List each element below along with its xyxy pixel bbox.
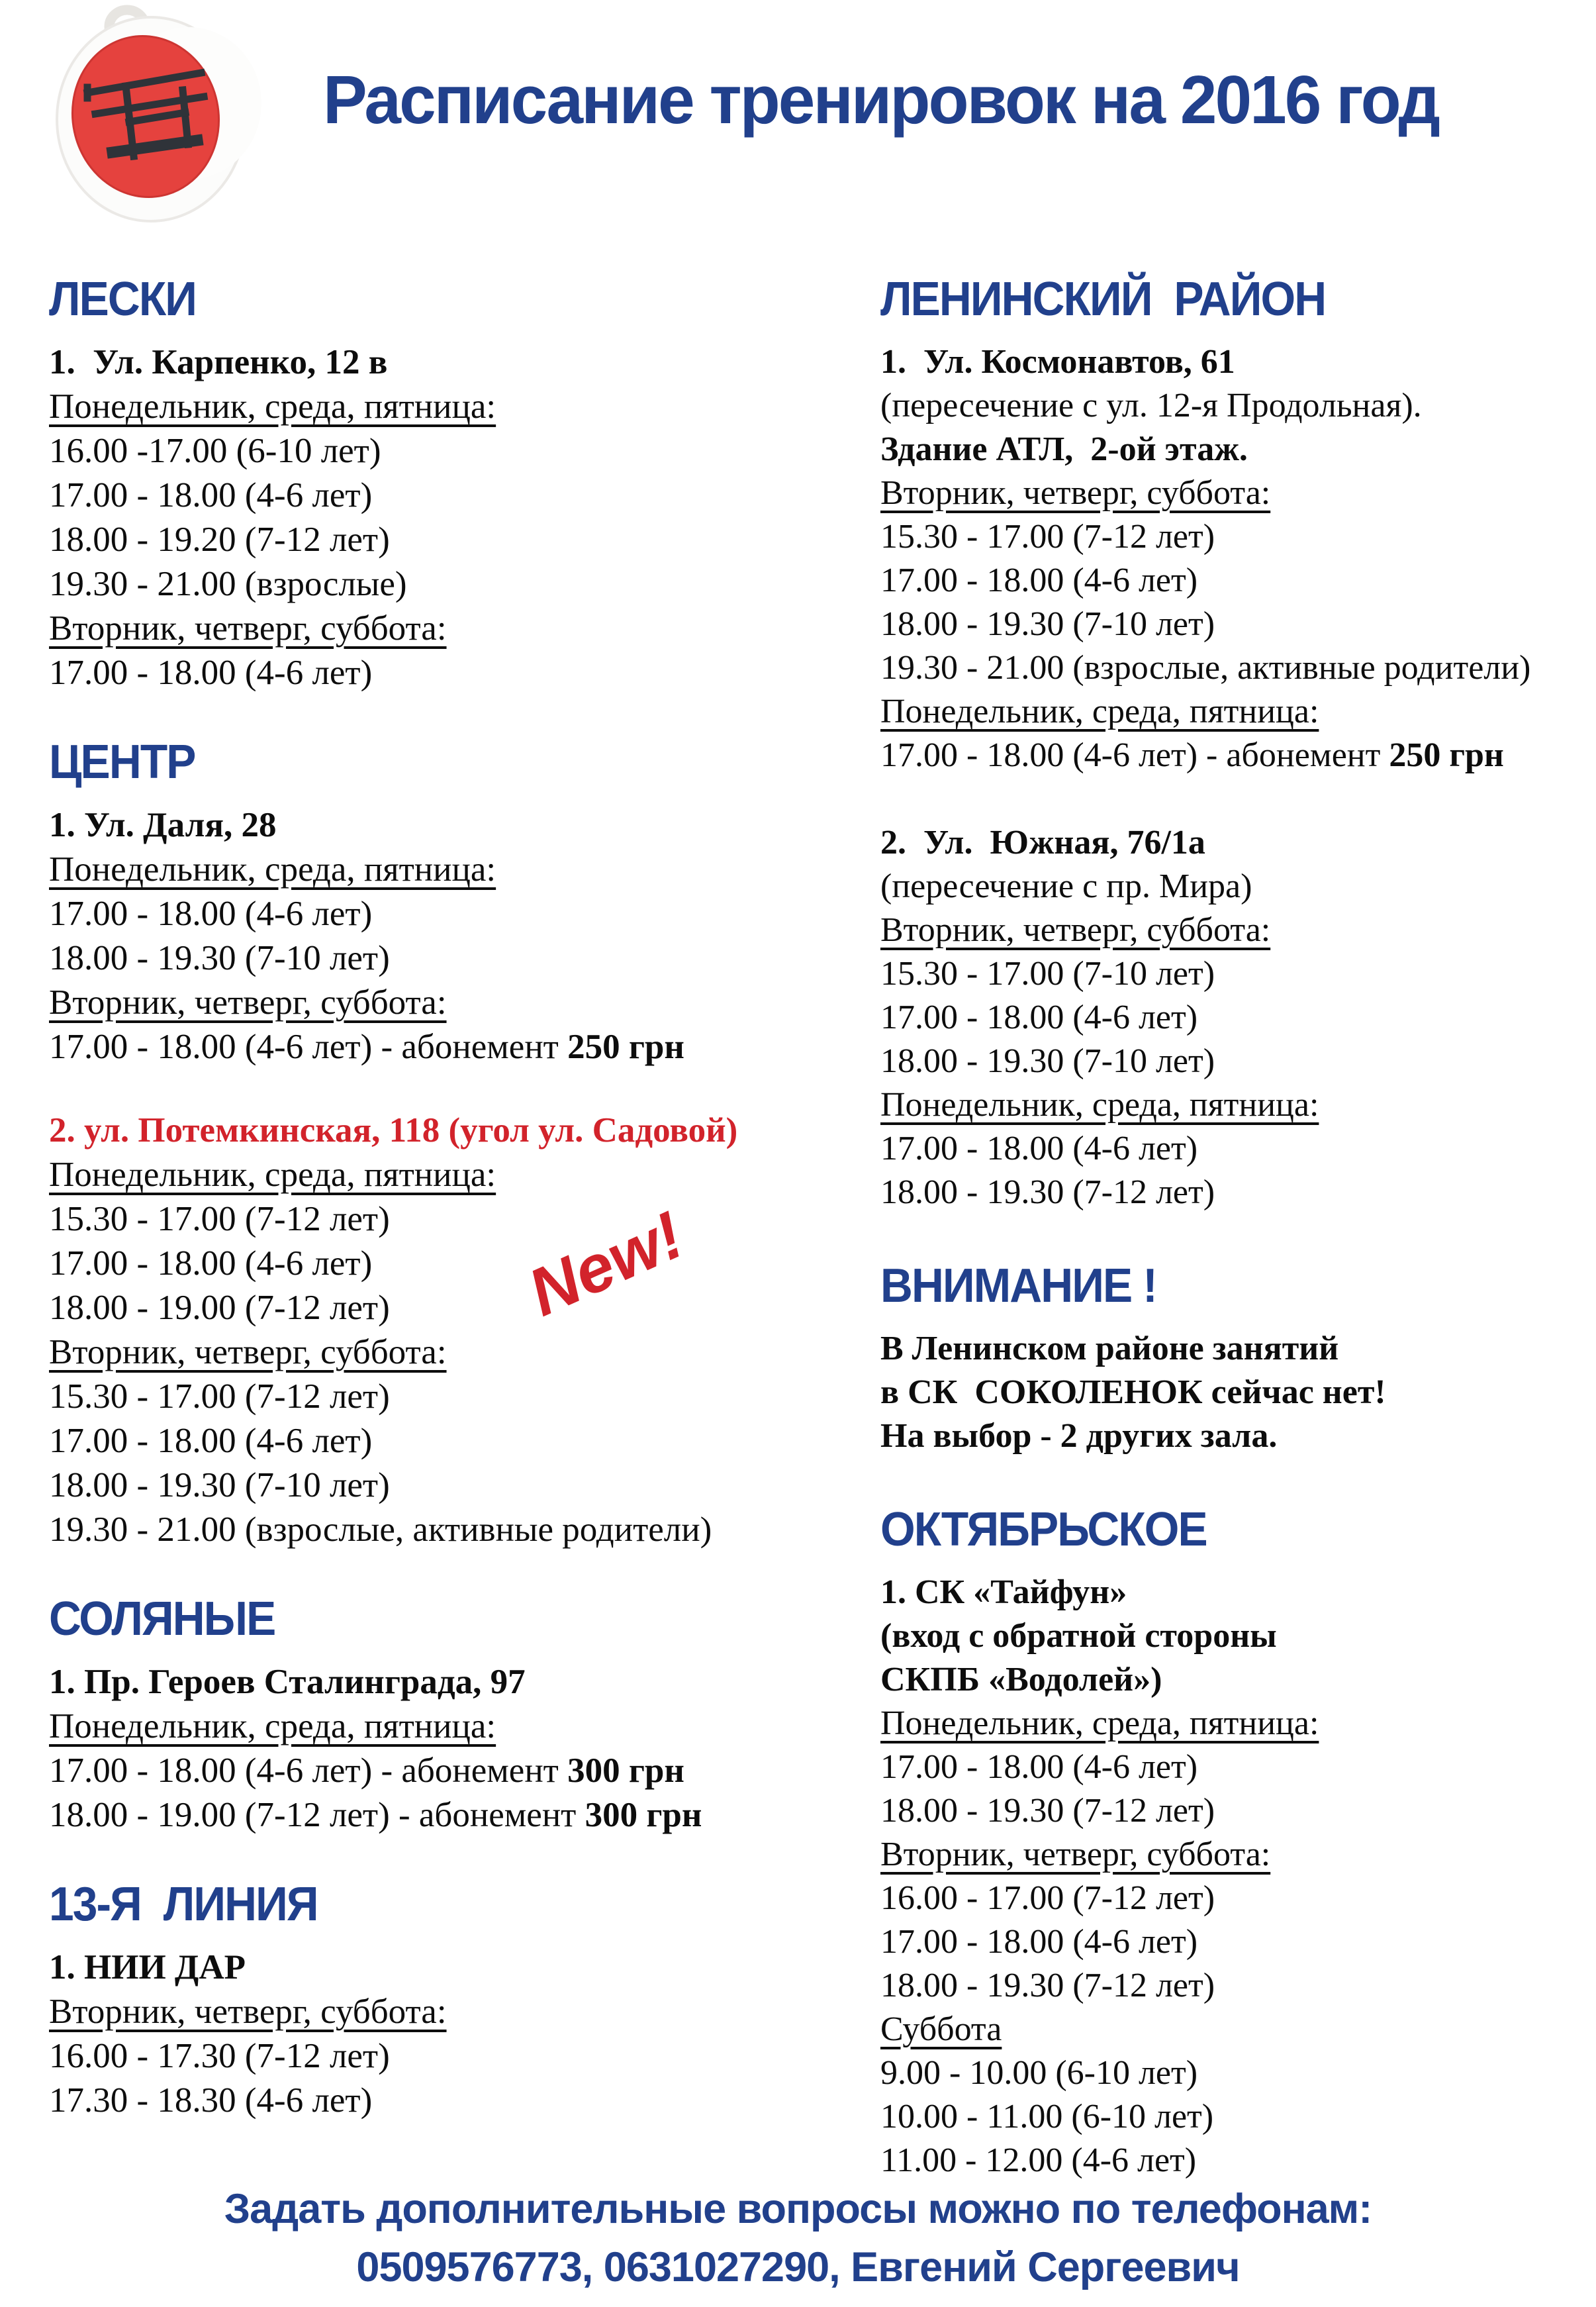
header	[0, 0, 1596, 229]
time-slot-line	[49, 2079, 880, 2123]
line-text: Вторник, четверг, суббота:	[49, 609, 447, 648]
price-bold: 250 грн	[567, 1028, 684, 1066]
line-text: 9.00 - 10.00 (6-10 лет)	[880, 2054, 1198, 2092]
line-text: 17.00 - 18.00 (4-6 лет)	[49, 1244, 373, 1283]
line-text: Вторник, четверг, суббота:	[880, 474, 1271, 512]
address-line	[49, 340, 880, 385]
schedule-section	[49, 1108, 880, 1552]
line-text: 17.00 - 18.00 (4-6 лет)	[49, 476, 373, 515]
section-heading: ВНИМАНИЕ !	[880, 1259, 1156, 1312]
time-slot-line	[880, 952, 1596, 996]
time-slot-line	[49, 1286, 880, 1330]
line-text: 15.30 - 17.00 (7-10 лет)	[880, 955, 1215, 993]
price-bold: 300 грн	[585, 1796, 702, 1834]
line-text: 2. ул. Потемкинская, 118 (угол ул. Садовой)	[49, 1111, 738, 1150]
time-slot-line	[880, 2051, 1596, 2095]
address-line	[880, 1658, 1596, 1702]
time-slot-line	[49, 892, 880, 936]
address-line	[880, 428, 1596, 471]
line-text: Вторник, четверг, суббота:	[49, 1992, 447, 2031]
pendant-logo-image	[46, 4, 311, 225]
time-slot-line	[49, 1463, 880, 1508]
time-slot-line	[880, 2139, 1596, 2183]
time-slot-line	[880, 1789, 1596, 1833]
right-column	[880, 271, 1596, 2183]
line-text: В Ленинском районе занятий	[880, 1330, 1339, 1367]
line-text: 17.00 - 18.00 (4-6 лет)	[49, 654, 373, 692]
time-slot-line	[880, 603, 1596, 646]
line-text: 15.30 - 17.00 (7-12 лет)	[49, 1200, 390, 1238]
time-slot-line	[880, 1040, 1596, 1083]
line-text: 17.00 - 18.00 (4-6 лет) - абонемент	[49, 1751, 568, 1790]
address-detail-line	[880, 865, 1596, 908]
line-text: Вторник, четверг, суббота:	[880, 1836, 1271, 1873]
schedule-section	[49, 271, 880, 695]
days-line	[49, 1153, 880, 1197]
time-slot-line	[49, 1025, 880, 1069]
line-text: 18.00 - 19.30 (7-12 лет)	[880, 1173, 1215, 1211]
line-text: 16.00 -17.00 (6-10 лет)	[49, 432, 381, 470]
line-text: Понедельник, среда, пятница:	[49, 850, 496, 889]
note-line	[880, 1414, 1596, 1458]
time-slot-line	[49, 562, 880, 607]
days-line	[49, 385, 880, 429]
line-text: 19.30 - 21.00 (взрослые)	[49, 565, 407, 603]
time-slot-line	[49, 2034, 880, 2079]
schedule-section	[880, 1258, 1596, 1458]
line-text: 1. Ул. Карпенко, 12 в	[49, 343, 388, 381]
line-text: 18.00 - 19.00 (7-12 лет) - абонемент	[49, 1796, 585, 1834]
footer-phones-line: 0509576773, 0631027290, Евгений Сергеевич	[356, 2244, 1240, 2290]
line-text: 18.00 - 19.30 (7-12 лет)	[880, 1967, 1215, 2004]
line-text: (вход с обратной стороны	[880, 1617, 1277, 1655]
line-text: 2. Ул. Южная, 76/1а	[880, 824, 1205, 861]
section-heading: СОЛЯНЫЕ	[49, 1593, 275, 1645]
line-text: (пересечение с ул. 12-я Продольная).	[880, 387, 1422, 424]
line-text: 17.00 - 18.00 (4-6 лет)	[49, 1422, 373, 1460]
address-detail-line	[880, 384, 1596, 428]
line-text: Понедельник, среда, пятница:	[49, 387, 496, 426]
schedule-section	[49, 1591, 880, 1838]
club-logo	[46, 4, 311, 225]
days-line	[880, 471, 1596, 515]
line-text: 19.30 - 21.00 (взрослые, активные родители)	[880, 649, 1531, 687]
line-text: 17.00 - 18.00 (4-6 лет) - абонемент	[49, 1028, 568, 1066]
time-slot-line	[880, 734, 1596, 777]
days-line	[880, 1702, 1596, 1745]
line-text: 18.00 - 19.30 (7-10 лет)	[880, 1042, 1215, 1080]
section-heading: ЛЕНИНСКИЙ РАЙОН	[880, 273, 1326, 326]
price-bold: 300 грн	[567, 1751, 684, 1790]
time-slot-line	[880, 1171, 1596, 1214]
line-text: в СК СОКОЛЕНОК сейчас нет!	[880, 1373, 1386, 1411]
time-slot-line	[49, 1749, 880, 1793]
days-line	[49, 607, 880, 651]
schedule-section	[880, 821, 1596, 1214]
note-line	[880, 1327, 1596, 1371]
days-line	[49, 848, 880, 892]
address-line	[49, 803, 880, 848]
time-slot-line	[49, 518, 880, 562]
address-line	[880, 1614, 1596, 1658]
time-slot-line	[49, 651, 880, 695]
line-text: 19.30 - 21.00 (взрослые, активные родители)	[49, 1510, 712, 1549]
time-slot-line	[49, 1375, 880, 1419]
time-slot-line	[880, 1920, 1596, 1964]
time-slot-line	[880, 646, 1596, 690]
line-text: Здание АТЛ, 2-ой этаж.	[880, 430, 1248, 468]
line-text: 18.00 - 19.00 (7-12 лет)	[49, 1289, 390, 1327]
line-text: Понедельник, среда, пятница:	[880, 1086, 1319, 1124]
days-line	[49, 1704, 880, 1749]
address-line	[49, 1660, 880, 1704]
schedule-section	[49, 1877, 880, 2123]
address-line	[880, 1571, 1596, 1614]
time-slot-line	[49, 473, 880, 518]
left-column	[49, 271, 880, 2123]
line-text: На выбор - 2 других зала.	[880, 1417, 1278, 1455]
line-text: (пересечение с пр. Мира)	[880, 867, 1252, 905]
time-slot-line	[880, 1964, 1596, 2008]
line-text: Вторник, четверг, суббота:	[49, 983, 447, 1022]
schedule-columns	[0, 229, 1596, 2183]
time-slot-line	[880, 1745, 1596, 1789]
line-text: 17.00 - 18.00 (4-6 лет) - абонемент	[880, 736, 1389, 774]
footer	[0, 2180, 1596, 2296]
time-slot-line	[880, 515, 1596, 559]
days-line	[49, 981, 880, 1025]
days-line	[880, 908, 1596, 952]
line-text: 18.00 - 19.30 (7-10 лет)	[880, 605, 1215, 643]
line-text: 17.00 - 18.00 (4-6 лет)	[880, 1923, 1198, 1961]
price-bold: 250 грн	[1389, 736, 1504, 774]
page-title: Расписание тренировок на 2016 год	[323, 62, 1438, 138]
footer-question-line: Задать дополнительные вопросы можно по телефонам:	[224, 2186, 1372, 2232]
line-text: Вторник, четверг, суббота:	[49, 1333, 447, 1371]
line-text: 15.30 - 17.00 (7-12 лет)	[49, 1377, 390, 1416]
line-text: 1. СК «Тайфун»	[880, 1573, 1127, 1611]
time-slot-line	[49, 936, 880, 981]
line-text: 11.00 - 12.00 (4-6 лет)	[880, 2141, 1197, 2179]
time-slot-line	[880, 996, 1596, 1040]
address-line	[49, 1945, 880, 1990]
line-text: 1. Ул. Даля, 28	[49, 806, 277, 844]
section-heading: ЛЕСКИ	[49, 273, 197, 326]
section-heading: ОКТЯБРЬСКОЕ	[880, 1503, 1207, 1556]
line-text: Понедельник, среда, пятница:	[49, 1707, 496, 1745]
line-text: 18.00 - 19.30 (7-10 лет)	[49, 939, 390, 977]
line-text: 17.00 - 18.00 (4-6 лет)	[880, 999, 1198, 1036]
time-slot-line	[49, 1197, 880, 1242]
time-slot-line	[880, 1877, 1596, 1920]
section-heading: 13-Я ЛИНИЯ	[49, 1878, 318, 1931]
line-text: 15.30 - 17.00 (7-12 лет)	[880, 518, 1215, 556]
days-line	[49, 1990, 880, 2034]
schedule-section	[49, 734, 880, 1069]
line-text: 18.00 - 19.30 (7-12 лет)	[880, 1792, 1215, 1830]
line-text: Суббота	[880, 2010, 1002, 2048]
line-text: 17.00 - 18.00 (4-6 лет)	[880, 1130, 1198, 1167]
address-line	[880, 340, 1596, 384]
time-slot-line	[880, 559, 1596, 603]
line-text: 16.00 - 17.30 (7-12 лет)	[49, 2037, 390, 2075]
time-slot-line	[49, 1508, 880, 1552]
time-slot-line	[49, 429, 880, 473]
note-line	[880, 1371, 1596, 1414]
line-text: 16.00 - 17.00 (7-12 лет)	[880, 1879, 1215, 1917]
days-line	[880, 1083, 1596, 1127]
line-text: Понедельник, среда, пятница:	[880, 693, 1319, 730]
time-slot-line	[49, 1793, 880, 1838]
days-line	[880, 2008, 1596, 2051]
line-text: 17.00 - 18.00 (4-6 лет)	[49, 895, 373, 933]
address-line	[880, 821, 1596, 865]
line-text: Вторник, четверг, суббота:	[880, 911, 1271, 949]
line-text: СКПБ «Водолей»)	[880, 1661, 1162, 1698]
days-line	[880, 690, 1596, 734]
time-slot-line	[49, 1242, 880, 1286]
line-text: Понедельник, среда, пятница:	[880, 1704, 1319, 1742]
schedule-section	[880, 1502, 1596, 2183]
section-heading: ЦЕНТР	[49, 736, 195, 789]
line-text: 1. Пр. Героев Сталинграда, 97	[49, 1663, 526, 1701]
time-slot-line	[49, 1419, 880, 1463]
new-badge: New!	[518, 1197, 694, 1331]
line-text: 17.00 - 18.00 (4-6 лет)	[880, 1748, 1198, 1786]
line-text: 1. НИИ ДАР	[49, 1948, 246, 1987]
line-text: 17.30 - 18.30 (4-6 лет)	[49, 2081, 373, 2120]
line-text: 10.00 - 11.00 (6-10 лет)	[880, 2098, 1214, 2135]
line-text: 18.00 - 19.30 (7-10 лет)	[49, 1466, 390, 1504]
line-text: Понедельник, среда, пятница:	[49, 1155, 496, 1194]
days-line	[880, 1833, 1596, 1877]
time-slot-line	[880, 1127, 1596, 1171]
line-text: 18.00 - 19.20 (7-12 лет)	[49, 520, 390, 559]
address-line-red	[49, 1108, 880, 1153]
days-line	[49, 1330, 880, 1375]
line-text: 1. Ул. Космонавтов, 61	[880, 343, 1235, 381]
schedule-section	[880, 271, 1596, 777]
line-text: 17.00 - 18.00 (4-6 лет)	[880, 562, 1198, 599]
time-slot-line	[880, 2095, 1596, 2139]
